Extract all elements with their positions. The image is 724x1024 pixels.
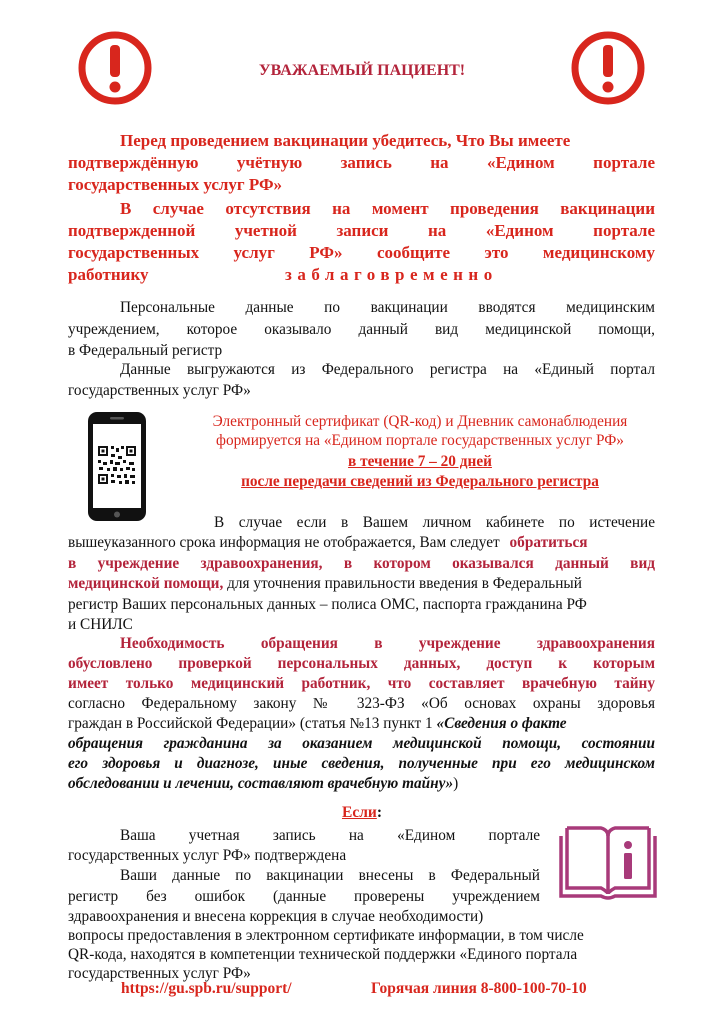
text-line: формируется на «Едином портале государственных услуг РФ» [216,432,624,449]
text-line [68,573,582,594]
text-span: граждан в Российской Федерации» (статья №13 пункт 1 [68,715,437,732]
text-line: государственных услуг РФ» [68,965,251,982]
info-book-icon [557,822,659,904]
text-line: его здоровья и диагнозе, иные сведения, полученные при его медицинском [68,755,655,772]
text-line: и СНИЛС [68,616,133,633]
text-line: регистр без ошибок (данные проверены учреждением [68,888,540,905]
text-line: регистр Ваших персональных данных – полиса ОМС, паспорта гражданина РФ [68,596,587,613]
if-heading [0,804,724,822]
text-line: обращения гражданина за оказанием медицинской помощи, состоянии [68,735,655,752]
text-line [68,532,588,553]
text-span: вышеуказанного срока информация не отображается, Вам следует [68,534,500,551]
warning-line: В случае отсутствия на момент проведения вакцинации [120,199,655,218]
warning-emphasis: заблаговременно [285,265,498,284]
text-span: ) [453,775,459,792]
page-title: УВАЖАЕМЫЙ ПАЦИЕНТ! [258,62,466,79]
text-line: Электронный сертификат (QR-код) и Дневник самонаблюдения [212,413,628,430]
text-line: государственных услуг РФ» [68,382,251,399]
warning-line: подтвержденной учетной записи на «Едином портале [68,221,655,240]
emphasis-span: медицинской помощи, [68,575,224,592]
text-line: QR-кода, находятся в компетенции технической поддержки «Единого портала [68,946,578,963]
text-line: здравоохранения и внесена коррекция в случае необходимости) [68,908,484,925]
text-line: Ваши данные по вакцинации внесены в Федеральный [120,867,540,884]
text-line: согласно Федеральному закону № 323-ФЗ «Об основах охраны здоровья [68,695,655,712]
text-line: обусловлено проверкой персональных данных, доступ к которым [68,655,655,672]
smartphone-qr-icon [86,410,148,523]
text-line: в Федеральный регистр [68,342,223,359]
text-span: для уточнения правильности введения в Федеральный [223,575,582,592]
text-line: государственных услуг РФ» подтверждена [68,847,347,864]
text-line: в учреждение здравоохранения, в котором оказывался данный вид [68,555,655,572]
text-line: вопросы предоставления в электронном сертификате информации, в том числе [68,927,584,944]
text-line: имеет только медицинский работник, что составляет врачебную тайну [68,675,655,692]
text-line: Данные выгружаются из Федерального регистра на «Единый портал [120,361,655,378]
text-line: Необходимость обращения в учреждение здравоохранения [120,635,655,652]
support-link[interactable]: https://gu.spb.ru/support/ [121,980,292,997]
warning-line: государственных услуг РФ» сообщите это медицинскому [68,243,655,262]
text-line: Персональные данные по вакцинации вводятся медицинским [120,299,655,316]
hotline-text: Горячая линия 8-800-100-70-10 [371,980,587,997]
quote-span: «Сведения о факте [436,715,567,732]
if-heading-colon: : [376,804,383,821]
text-line: Ваша учетная запись на «Едином портале [120,827,540,844]
text-line: в течение 7 – 20 дней [348,453,492,470]
text-line: после передачи сведений из Федерального регистра [241,473,599,490]
if-heading-word: Если [341,804,377,821]
warning-line: Перед проведением вакцинации убедитесь, Что Вы имеете [120,131,571,150]
text-line [68,713,567,734]
text-line: учреждением, которое оказывало данный вид медицинской помощи, [68,321,655,338]
text-line: В случае если в Вашем личном кабинете по истечение [214,514,655,531]
warning-line: работнику [68,265,149,284]
text-line [68,773,458,794]
quote-span: обследовании и лечении, составляют врачебную тайну» [68,775,454,792]
emphasis-span: обратиться [509,534,588,551]
warning-line: подтверждённую учётную запись на «Едином портале [68,153,655,172]
warning-line: государственных услуг РФ» [68,175,283,194]
